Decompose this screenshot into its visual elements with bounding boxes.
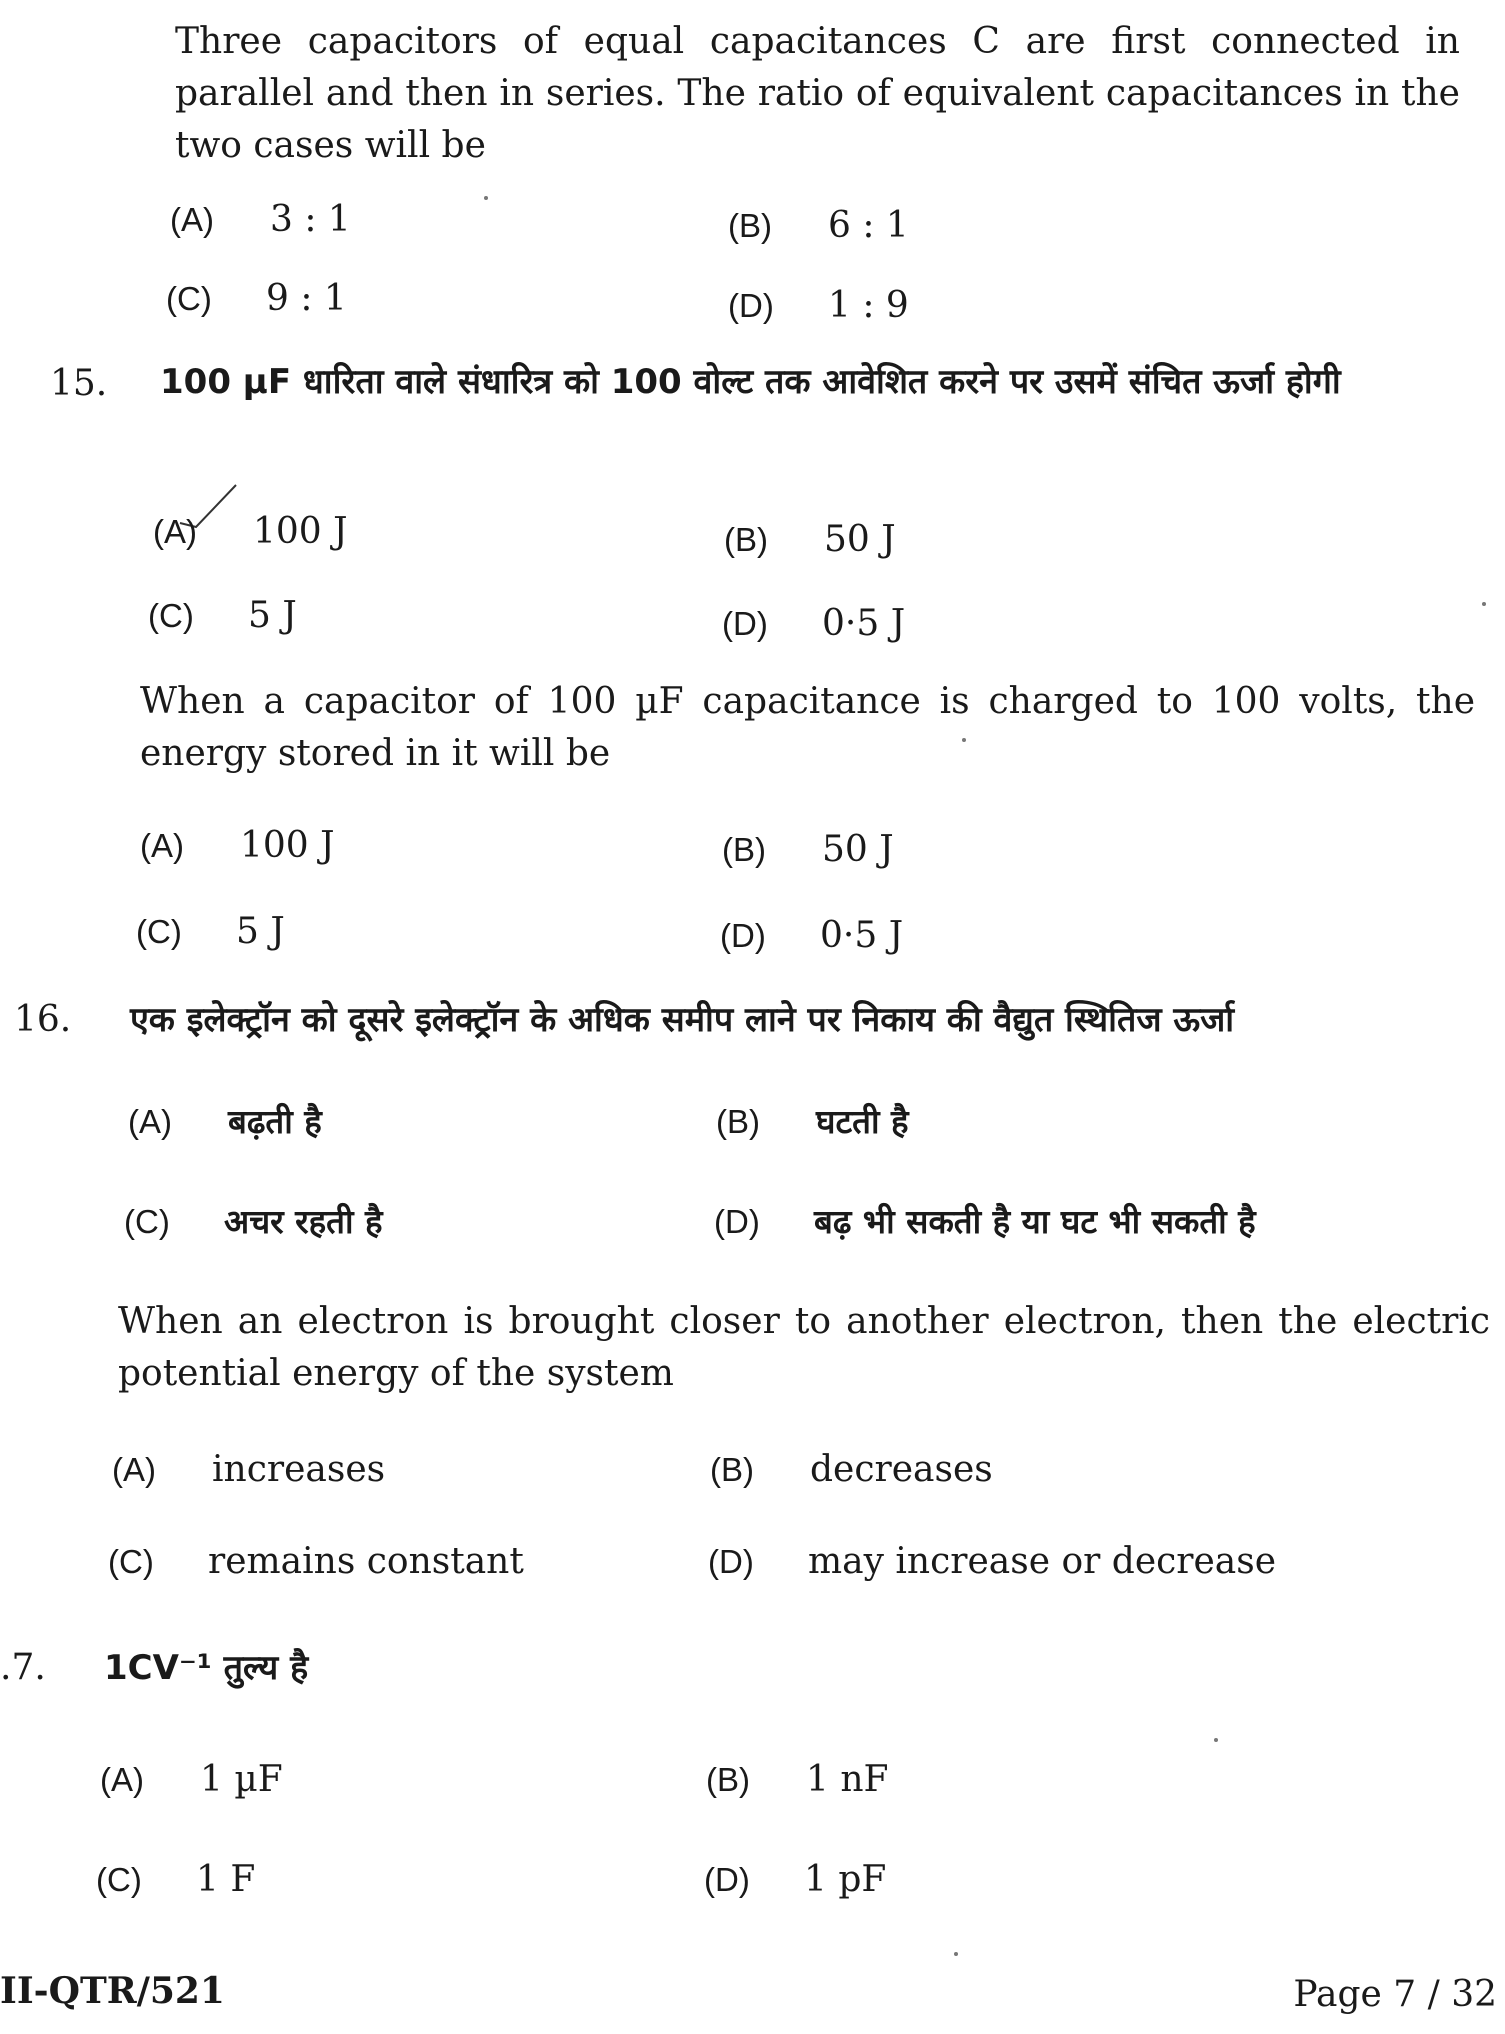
option-label: (A) — [100, 1761, 144, 1798]
option-value: may increase or decrease — [808, 1541, 1277, 1582]
q16-option-b-english — [710, 1446, 993, 1494]
q15-option-d-hindi — [722, 600, 905, 648]
option-value: 1 pF — [804, 1859, 887, 1900]
option-label: (B) — [724, 521, 768, 558]
q14-option-a — [170, 196, 351, 244]
q16-option-c-english — [108, 1538, 524, 1586]
scan-speck — [962, 738, 966, 742]
q17-option-b — [706, 1756, 889, 1804]
q15-option-d-english — [720, 912, 903, 960]
q17-option-d — [704, 1856, 886, 1904]
q15-stem-english: When a capacitor of 100 µF capacitance is charged to 100 volts, the energy stored in it will be — [140, 681, 1475, 774]
q16-option-b-hindi — [716, 1098, 909, 1146]
option-value: increases — [212, 1449, 386, 1490]
scan-speck — [1214, 1738, 1218, 1742]
q15-option-a-english — [140, 822, 335, 870]
q16-option-c-hindi — [124, 1198, 383, 1246]
option-label: (A) — [128, 1103, 172, 1140]
q17-stem-hindi: 1CV⁻¹ तुल्य है — [104, 1648, 309, 1688]
option-label: (C) — [96, 1861, 142, 1898]
q15-option-c-english — [136, 908, 285, 956]
option-label: (B) — [716, 1103, 760, 1140]
option-value: remains constant — [208, 1541, 524, 1582]
option-value: बढ़ भी सकती है या घट भी सकती है — [814, 1202, 1256, 1241]
q14-stem-english: Three capacitors of equal capacitances C are first connected in parallel and then in series. The ratio of equivalent capacitances in the two cases will be — [175, 21, 1460, 166]
q17-option-a — [100, 1756, 283, 1804]
option-label: (C) — [108, 1543, 154, 1580]
option-label: (B) — [722, 831, 766, 868]
option-value: 5 J — [236, 911, 285, 952]
option-value: 100 J — [253, 511, 348, 552]
q16-stem-hindi: एक इलेक्ट्रॉन को दूसरे इलेक्ट्रॉन के अधिक समीप लाने पर निकाय की वैद्युत स्थितिज ऊर्जा — [130, 1000, 1235, 1040]
option-value: 3 : 1 — [270, 199, 351, 240]
scan-speck — [484, 196, 488, 200]
q16-option-a-english — [112, 1446, 385, 1494]
option-value: 1 µF — [200, 1759, 283, 1800]
q15-option-b-hindi — [724, 516, 896, 564]
option-label: (D) — [728, 287, 774, 324]
option-label: (A) — [170, 201, 214, 238]
q17-number: .7. — [0, 1647, 46, 1688]
option-value: घटती है — [816, 1102, 909, 1141]
q15-number: 15. — [50, 363, 108, 404]
option-label: (D) — [722, 605, 768, 642]
q15-option-a-hindi — [153, 508, 348, 556]
option-value: 50 J — [822, 829, 894, 870]
option-label: (D) — [704, 1861, 750, 1898]
option-label: (D) — [720, 917, 766, 954]
option-value: 5 J — [248, 595, 297, 636]
scan-speck — [954, 1952, 958, 1956]
option-value: 1 nF — [806, 1759, 889, 1800]
option-label: (C) — [124, 1203, 170, 1240]
option-value: 0·5 J — [822, 603, 906, 644]
option-value: अचर रहती है — [224, 1202, 383, 1241]
q16-option-a-hindi — [128, 1098, 322, 1146]
option-label: (B) — [710, 1451, 754, 1488]
option-label: (B) — [728, 207, 772, 244]
q16-option-d-english — [708, 1538, 1276, 1586]
option-value: 100 J — [240, 825, 335, 866]
option-label: (A) — [153, 513, 197, 550]
option-value: decreases — [810, 1449, 993, 1490]
q16-option-d-hindi — [714, 1198, 1256, 1246]
option-value: बढ़ती है — [228, 1102, 322, 1141]
q14-option-b — [728, 202, 909, 250]
q15-stem-hindi: 100 µF धारिता वाले संधारित्र को 100 वोल्ट तक आवेशित करने पर उसमें संचित ऊर्जा होगी — [160, 362, 1341, 402]
option-label: (B) — [706, 1761, 750, 1798]
option-value: 9 : 1 — [266, 278, 347, 319]
option-label: (A) — [140, 827, 184, 864]
option-label: (D) — [714, 1203, 760, 1240]
option-label: (A) — [112, 1451, 156, 1488]
option-label: (D) — [708, 1543, 754, 1580]
option-value: 1 : 9 — [828, 285, 909, 326]
page-number: Page 7 / 32 — [1293, 1974, 1497, 2015]
option-label: (C) — [166, 280, 212, 317]
option-value: 0·5 J — [820, 915, 904, 956]
q16-number: 16. — [14, 999, 72, 1040]
option-value: 50 J — [824, 519, 896, 560]
option-label: (C) — [136, 913, 182, 950]
q14-option-d — [728, 282, 909, 330]
option-value: 1 F — [196, 1859, 256, 1900]
q14-option-c — [166, 275, 347, 323]
option-value: 6 : 1 — [828, 205, 909, 246]
q15-option-c-hindi — [148, 592, 297, 640]
paper-code: II-QTR/521 — [0, 1970, 225, 2012]
option-label: (C) — [148, 597, 194, 634]
q17-option-c — [96, 1856, 255, 1904]
q15-option-b-english — [722, 826, 894, 874]
q16-stem-english: When an electron is brought closer to another electron, then the electric potential energy of the system — [118, 1301, 1490, 1394]
scan-speck — [1482, 602, 1486, 606]
